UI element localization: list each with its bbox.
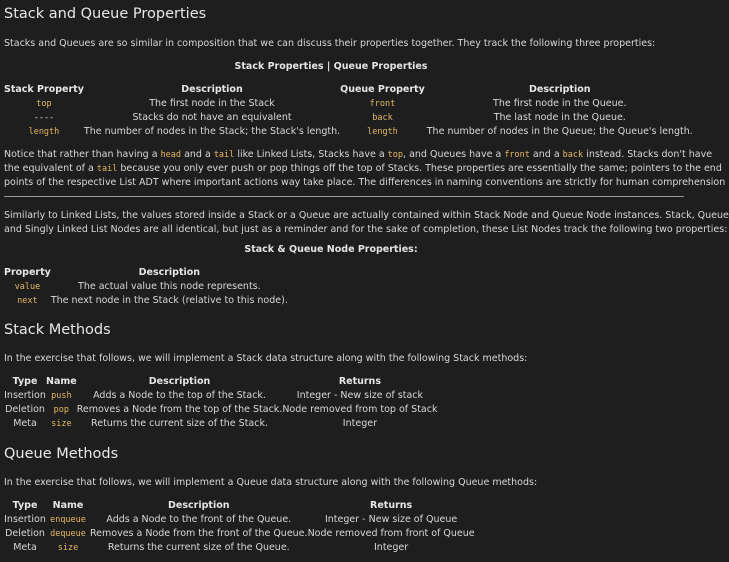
table-cell: The number of nodes in the Queue; the Queue's length. xyxy=(426,125,693,137)
code-value: ---- xyxy=(33,112,55,123)
table-cell: The next node in the Stack (relative to this node). xyxy=(50,294,288,306)
column-header: Name xyxy=(52,500,84,511)
column-header: Description xyxy=(148,376,211,387)
table-row: Meta size Returns the current size of the Stack. Integer xyxy=(13,417,377,429)
table-header-row xyxy=(4,266,288,279)
queue-methods-table xyxy=(4,499,475,554)
table-cell: The number of nodes in the Stack; the Stack's length. xyxy=(83,125,341,137)
table-row xyxy=(4,124,695,138)
node-properties-caption: Stack & Queue Node Properties: xyxy=(244,244,418,255)
table-row: Meta size Returns the current size of the Queue. Integer xyxy=(13,541,409,553)
column-header: Queue Property xyxy=(340,84,425,95)
table-cell: The last node in the Queue. xyxy=(493,111,626,123)
stack-methods-table xyxy=(4,375,437,430)
column-header: Description xyxy=(181,84,243,95)
code-value: back xyxy=(372,112,393,123)
column-header: Type xyxy=(12,376,38,387)
table-row: Insertion enqueue Adds a Node to the front of the Queue. Integer - New size of Queue xyxy=(4,513,458,525)
notice-line: points of the respective List ADT where important actions way take place. The differences in naming conventions are strictly for human comprehension xyxy=(4,177,726,188)
table-row: Deletion pop Removes a Node from the top of the Stack. Node removed from top of Stack xyxy=(5,403,438,415)
column-header: Stack Property xyxy=(4,84,84,95)
column-header: Returns xyxy=(338,376,381,387)
column-header: Description xyxy=(168,500,230,511)
divider xyxy=(4,196,684,197)
table-row: value The actual value this node represents. xyxy=(4,279,288,293)
properties-caption: Stack Properties | Queue Properties xyxy=(234,61,428,72)
properties-table xyxy=(4,83,695,138)
table-row xyxy=(4,96,695,110)
column-header: Name xyxy=(46,376,77,387)
queue-methods-heading: Queue Methods xyxy=(4,446,119,462)
column-header: Returns xyxy=(370,500,413,511)
table-cell: The actual value this node represents. xyxy=(78,280,261,292)
queue-intro: In the exercise that follows, we will implement a Queue data structure along with the following Queue methods: xyxy=(4,477,538,488)
table-header-row xyxy=(4,375,437,388)
intro-paragraph: Stacks and Queues are so similar in composition that we can discuss their properties together. They track the following three properties: xyxy=(4,38,656,49)
stack-intro: In the exercise that follows, we will implement a Stack data structure along with the following Stack methods: xyxy=(4,353,528,364)
table-row: Deletion dequeue Removes a Node from the front of the Queue. Node removed from front of Queue xyxy=(5,527,475,539)
table-cell: The first node in the Stack xyxy=(149,97,275,109)
code-value: length xyxy=(367,126,398,137)
column-header: Description xyxy=(138,267,201,278)
table-row: Insertion push Adds a Node to the top of the Stack. Integer - New size of stack xyxy=(4,389,423,401)
page-title: Stack and Queue Properties xyxy=(4,6,207,22)
table-cell: The first node in the Queue. xyxy=(493,97,627,109)
similarly-paragraph: Similarly to Linked Lists, the values stored inside a Stack or a Queue are actually contained within Stack Node and Queue Node instances. Stack, Queue and Singly Linked List Nodes are all identical, but just as a reminder and for the sake of completion, these List Nodes track the following two properties: xyxy=(4,210,729,235)
node-properties-table xyxy=(4,266,288,307)
table-header-row xyxy=(4,499,475,512)
column-header: Type xyxy=(12,500,38,511)
table-cell: Stacks do not have an equivalent xyxy=(132,111,292,123)
code-value: length xyxy=(28,126,60,137)
table-row xyxy=(4,110,695,124)
code-value: top xyxy=(36,98,52,109)
code-value: front xyxy=(369,98,396,109)
table-row: next The next node in the Stack (relative to this node). xyxy=(17,294,288,306)
notice-paragraph xyxy=(4,148,725,190)
stack-methods-heading: Stack Methods xyxy=(4,322,111,338)
table-header-row xyxy=(4,83,695,96)
column-header: Description xyxy=(529,84,591,95)
notice-line: Notice that rather than having a head and a tail like Linked Lists, Stacks have a top, and Queues have a front and a back instead. Stacks don't have xyxy=(4,149,713,160)
column-header: Property xyxy=(4,267,51,278)
notice-line: the equivalent of a tail because you only ever push or pop things off the top of Stacks. These properties are essentially the same; pointers to the end xyxy=(4,163,722,174)
